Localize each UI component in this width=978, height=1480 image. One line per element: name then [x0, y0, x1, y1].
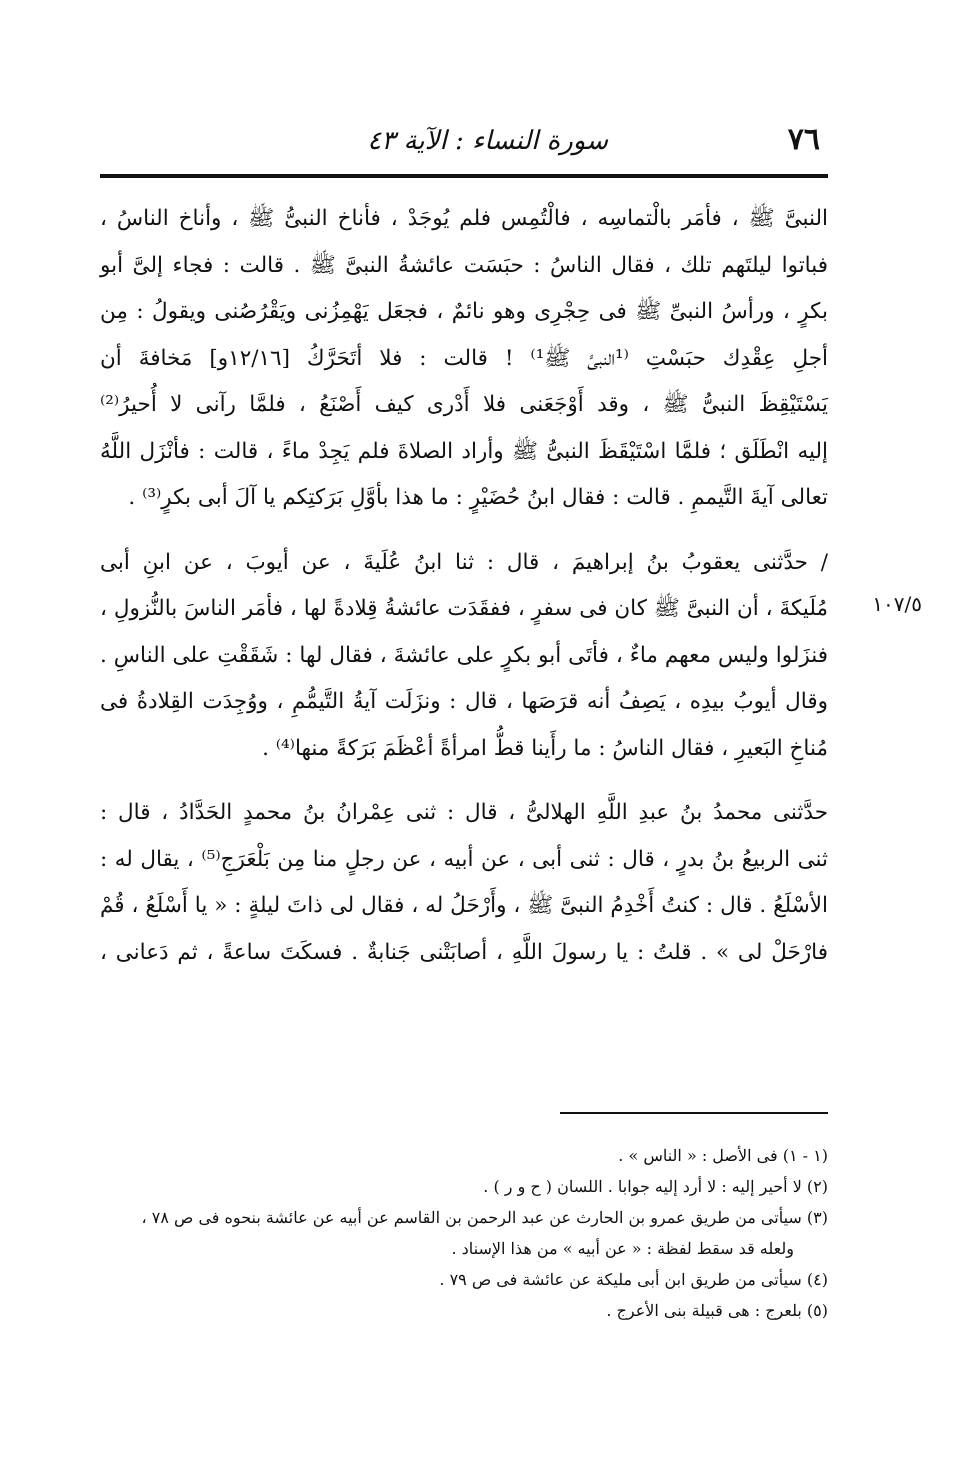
footnote-line: (٥) بلعرج : هى قبيلة بنى الأعرج . — [606, 1301, 828, 1320]
text-line: تعالى آيةَ التَّيممِ . قالت : فقال ابنُ حُضَيْرٍ : ما هذا بأوَّلِ بَرَكتِكم يا آلَ أبى بكرٍ⁽³⁾ . — [128, 485, 828, 510]
body-text — [100, 196, 828, 976]
text-line: أجلِ عِقْدِك حبَسْتِ ⁽¹النبىَّ ﷺ¹⁾ ! قالت : فلا أتَحَرَّكُ [١٢/١٦و] مَخافةَ أن — [100, 345, 828, 371]
text-line: حدَّثنى محمدُ بنُ عبدِ اللَّهِ الهلالىُّ ، قال : ثنى عِمْرانُ بنُ محمدٍ الحَدَّادُ ، قال : — [100, 800, 828, 825]
text-line: ثنى الربيعُ بنُ بدرٍ ، قال : ثنى أبى ، عن أبيه ، عن رجلٍ منا مِن بَلْعَرَجِ⁽⁵⁾ ، يقال له : — [100, 846, 828, 872]
text-line: يَسْتَيْقِظَ النبىُّ ﷺ ، وقد أَوْجَعَنى فلا أَدْرى كيف أَصْنَعُ ، فلمَّا رآنى لا أُحيرُ⁽²⁾ — [100, 392, 828, 417]
footnote-line: (٤) سيأتى من طريق ابن أبى مليكة عن عائشة فى ص ٧٩ . — [439, 1270, 828, 1289]
text-line: مُناخِ البَعيرِ ، فقال الناسُ : ما رأَينا قطُّ امرأةً أعْظَمَ بَرَكةً منها⁽⁴⁾ . — [262, 735, 828, 761]
footnote-2 — [100, 1171, 828, 1202]
footnote-line: (١ - ١) فى الأصل : « الناس » . — [618, 1146, 828, 1165]
footnote-line: (٣) سيأتى من طريق عمرو بن الحارث عن عبد الرحمن بن القاسم عن أبيه عن عائشة بنحوه فى ص ٧٨ ، — [141, 1208, 828, 1227]
text-line: / حدَّثنى يعقوبُ بنُ إبراهيمَ ، قال : ثنا ابنُ عُلَيةَ ، عن أيوبَ ، عن ابنِ أبى — [100, 549, 828, 575]
text-line: الأسْلَعُ . قال : كنتُ أَخْدِمُ النبىَّ ﷺ ، وأَرْحَلُ له ، فقال لى ذاتَ ليلةٍ : « يا أَسْلَعُ ، قُمْ — [100, 893, 828, 918]
header-rule — [100, 174, 828, 178]
running-title: سورة النساء : الآية ٤٣ — [367, 126, 608, 156]
text-line: فباتوا ليلتَهم تلك ، فقال الناسُ : حبَسَت عائشةُ النبىَّ ﷺ . قالت : فجاء إلىَّ أبو — [100, 252, 828, 278]
paragraph-gap — [100, 522, 828, 540]
paragraph-2 — [100, 540, 828, 773]
text-line: النبىَّ ﷺ ، فأمَر بالْتماسِه ، فالْتُمِس فلم يُوجَدْ ، فأناخ النبىُّ ﷺ ، وأناخ الناسُ ، — [100, 206, 828, 231]
paragraph-gap — [100, 772, 828, 790]
footnote-3 — [100, 1202, 828, 1264]
margin-reference: ١٠٧/٥ — [872, 592, 922, 616]
text-line: مُلَيكةَ ، أن النبىَّ ﷺ كان فى سفرٍ ، ففقَدَت عائشةُ قِلادةً لها ، فأمَر الناسَ بالنُّزولِ ، — [100, 596, 828, 621]
page-header — [100, 118, 828, 172]
footnotes — [100, 1140, 828, 1326]
text-line: فنزَلوا وليس معهم ماءٌ ، فأتَى أبو بكرٍ على عائشةَ ، فقال لها : شَقَقْتِ على الناسِ . — [100, 642, 828, 668]
text-line: بكرٍ ، ورأسُ النبىِّ ﷺ فى حِجْرِى وهو نائمٌ ، فجعَل يَهْمِزُنى ويَقْرُصُنى ويقولُ : مِن — [100, 299, 828, 324]
text-line: فارْحَلْ لى » . قلتُ : يا رسولَ اللَّهِ ، أصابَتْنى جَنابةٌ . فسكَتَ ساعةً ، ثم دَعانى ، — [100, 939, 828, 965]
footnote-5 — [100, 1295, 828, 1326]
footnote-1 — [100, 1140, 828, 1171]
paragraph-1 — [100, 196, 828, 522]
paragraph-3 — [100, 790, 828, 976]
footnote-line: (٢) لا أحير إليه : لا أرد إليه جوابا . اللسان ( ح و ر ) . — [483, 1177, 828, 1196]
footnote-line: ولعله قد سقط لفظة : « عن أبيه » من هذا الإسناد . — [451, 1239, 794, 1258]
footnote-4 — [100, 1264, 828, 1295]
page-number: ٧٦ — [787, 122, 820, 157]
footnote-rule — [560, 1112, 828, 1114]
text-line: إليه انْطَلَق ؛ فلمَّا اسْتَيْقَظَ النبىُّ ﷺ وأراد الصلاةَ فلم يَجِدْ ماءً ، قالت : فأنْزَل اللَّهُ — [100, 438, 828, 464]
text-line: وقال أيوبُ بيدِه ، يَصِفُ أنه قرَصَها ، قال : ونزَلَت آيةُ التَّيمُّمِ ، ووُجِدَت القِلادةُ فى — [100, 689, 828, 714]
